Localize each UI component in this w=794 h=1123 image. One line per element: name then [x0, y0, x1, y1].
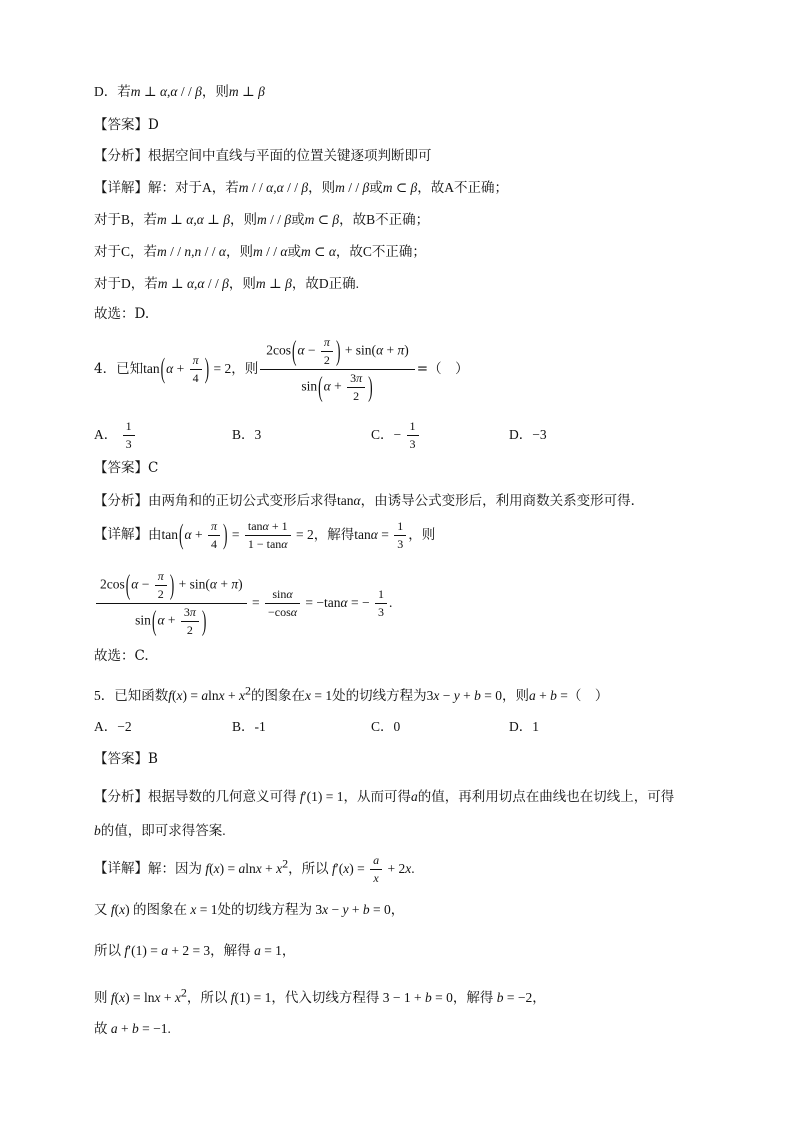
analysis-tag: 【分析】 — [94, 493, 148, 509]
answer-tag: 【答案】 — [94, 117, 148, 133]
detail-tag: 【详解】 — [94, 860, 148, 877]
answer-tag: 【答案】 — [94, 460, 148, 476]
detail-line-q5-5: 故 a + b = −1. — [94, 1021, 171, 1036]
answer-value: C — [148, 460, 159, 476]
detail-tag: 【详解】 — [94, 180, 148, 196]
detail-line-q5-2: 又 f(x) 的图象在 x = 1处的切线方程为 3x − y + b = 0， — [94, 902, 405, 917]
q5-option-c: C．0 — [371, 719, 401, 734]
q4-option-c: C．− $\frac{1}{3}$ — [371, 418, 421, 453]
q4-then: ，则 — [231, 361, 259, 377]
q5-option-a: A．−2 — [94, 719, 132, 734]
select-text: 故选：D. — [94, 306, 150, 322]
analysis-line-q5-1: 【分析】根据导数的几何意义可得 f′(1) = 1，从而可得a的值，再利用切点在曲线也在切线上，可得 — [94, 789, 675, 805]
analysis-line-q5-2: b的值，即可求得答案. — [94, 823, 226, 838]
answer-line-q3 — [94, 115, 159, 135]
detail-line-q3-c: 对于C，若m / / n,n / / α，则m / / α或m ⊂ α，故C不正确； — [94, 244, 426, 259]
q5-option-d: D．1 — [509, 719, 539, 734]
answer-value: D — [148, 117, 159, 133]
answer-tag: 【答案】 — [94, 751, 148, 767]
detail-line-q4-2: 2cos(α − $\frac{\pi}{2}$ ) + sin(α + π) sin(α + $\frac{3\pi}{2}$ ) = $\frac{\sin\alpha}{-\cos\alpha}$ = −tanα = − $\frac{1}{3}$ . — [94, 568, 392, 639]
analysis-line-q3 — [94, 146, 432, 166]
select-line-q4 — [94, 646, 149, 666]
select-line-q3 — [94, 304, 149, 324]
q4-stem: 4．已知tan(α + $\frac{\pi}{4}$ ) = 2，则 2cos(α − $\frac{\pi}{2}$ ) + sin(α + π) sin(α + $\frac{3\pi}{2}$ ) =（ ） — [94, 334, 469, 403]
answer-line-q4 — [94, 458, 158, 478]
detail-line-q3-a: 【详解】解：对于A，若m / / α,α / / β，则m / / β或m ⊂ β，故A不正确； — [94, 180, 508, 196]
detail-line-q5-4: 则 $f(x) = \ln x + x^2$，所以 f(1) = 1，代入切线方程得 3 − 1 + b = 0，解得 b = −2， — [94, 985, 546, 1005]
q4-option-b: B．3 — [232, 427, 262, 442]
q4-label: 4．已知 — [94, 361, 144, 377]
detail-line-q5-3: 所以 f′(1) = a + 2 = 3，解得 a = 1， — [94, 943, 296, 958]
select-text: 故选：C. — [94, 648, 149, 664]
q5-option-b: B．-1 — [232, 719, 266, 734]
analysis-text: 根据空间中直线与平面的位置关键逐项判断即可 — [148, 148, 432, 164]
q4-tail: =（ ） — [416, 361, 469, 377]
q4-option-d: D．−3 — [509, 427, 547, 442]
q5-stem: 5．已知函数$f(x) = alnx + x^2$的图象在x = 1处的切线方程为3x − y + b = 0，则a + b =（ ） — [94, 683, 609, 703]
analysis-tag: 【分析】 — [94, 789, 148, 805]
q4-expression: 2cos(α − $\frac{\pi}{2}$ ) + sin(α + π) sin(α + $\frac{3\pi}{2}$ ) — [260, 334, 415, 405]
detail-tag: 【详解】 — [94, 526, 148, 543]
answer-value: B — [148, 751, 158, 767]
detail-line-q3-d: 对于D，若m ⊥ α,α / / β，则m ⊥ β，故D正确. — [94, 276, 359, 291]
analysis-tag: 【分析】 — [94, 148, 148, 164]
q4-option-a: A． $\frac{1}{3}$ — [94, 418, 137, 453]
option-d-q3: D．若m ⊥ α,α / / β，则m ⊥ β — [94, 84, 265, 99]
answer-line-q5 — [94, 749, 158, 769]
detail-line-q4-1: 【详解】由tan(α + $\frac{\pi}{4}$ ) = $\frac{\tan\alpha + 1}{1 - \tan\alpha}$ = 2，解得tanα = $\frac{1}{3}$ ，则 — [94, 517, 436, 551]
analysis-line-q4: 【分析】由两角和的正切公式变形后求得tanα，由诱导公式变形后，利用商数关系变形可得． — [94, 493, 645, 509]
detail-line-q5-1: 【详解】解：因为 $f(x) = alnx + x^2$，所以 f′(x) = $\frac{a}{x}$ + 2x. — [94, 853, 415, 885]
detail-line-q3-b: 对于B，若m ⊥ α,α ⊥ β，则m / / β或m ⊂ β，故B不正确； — [94, 212, 430, 227]
